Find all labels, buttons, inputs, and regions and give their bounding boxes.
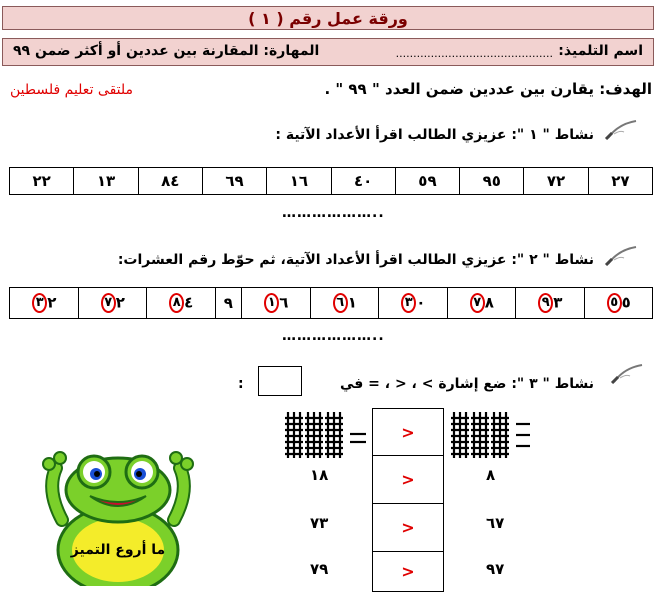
skill-text: المهارة: المقارنة بين عددين أو أكثر ضمن ٩٩ — [13, 43, 320, 59]
number-cell[interactable] — [242, 288, 310, 319]
activity1-dots: ……………….. — [282, 205, 385, 221]
compare-right-number: ٩٧ — [486, 560, 505, 578]
tens-digit-circled: ٣ — [401, 293, 416, 313]
compare-right-number: ٨ — [486, 466, 496, 484]
pen-icon — [604, 118, 640, 140]
activity1-number-table — [9, 167, 653, 195]
pen-icon — [604, 244, 640, 266]
ones-digit: ٢ — [47, 293, 57, 312]
compare-left-number: ٧٩ — [310, 560, 329, 578]
activity2-number-table — [9, 287, 653, 319]
ones-digit: ٠ — [416, 293, 426, 312]
tally-bundles-icon — [284, 410, 370, 460]
pen-icon — [610, 362, 646, 384]
activity1-title: نشاط " ١ ": عزيزي الطالب اقرأ الأعداد الآتية : — [275, 127, 594, 143]
ones-digit: ٨ — [484, 293, 494, 312]
tens-digit-circled: ٩ — [538, 293, 553, 313]
answer-box[interactable] — [258, 366, 302, 396]
ones-digit: ٢ — [115, 293, 125, 312]
ones-digit: ١ — [347, 293, 357, 312]
number-cell[interactable] — [447, 288, 515, 319]
number-cell[interactable] — [215, 288, 242, 319]
tens-digit-circled: ٧ — [101, 293, 116, 313]
activity2-dots: ……………….. — [282, 328, 385, 344]
compare-left-number: ١٨ — [310, 466, 329, 484]
ones-digit: ٦ — [279, 293, 289, 312]
number-cell[interactable] — [584, 288, 652, 319]
number-cell: ٢٢ — [10, 168, 74, 195]
comparison-sign-box[interactable]: > — [372, 552, 444, 592]
number-cell: ٥٩ — [395, 168, 459, 195]
goal-text: الهدف: يقارن بين عددين ضمن العدد " ٩٩ " . — [324, 80, 652, 98]
number-cell: ٩٥ — [460, 168, 524, 195]
activity2-title: نشاط " ٢ ": عزيزي الطالب اقرأ الأعداد الآتية، ثم حوّط رقم العشرات: — [117, 252, 594, 268]
ones-digit: ٣ — [553, 293, 563, 312]
frog-illustration — [38, 450, 198, 586]
number-cell[interactable] — [78, 288, 146, 319]
source-text: ملتقى تعليم فلسطين — [10, 82, 134, 98]
number-cell[interactable] — [379, 288, 447, 319]
info-bar — [2, 38, 654, 66]
tens-digit-circled: ٧ — [470, 293, 485, 313]
number-cell: ١٣ — [74, 168, 138, 195]
activity3-title: نشاط " ٣ ": ضع إشارة > ، < ، = في — [339, 376, 594, 392]
student-name-label: اسم التلميذ: — [558, 43, 643, 59]
comparison-sign-box[interactable]: > — [372, 408, 444, 456]
tens-digit-circled: ١ — [264, 293, 279, 313]
number-cell[interactable] — [10, 288, 79, 319]
number-cell[interactable] — [147, 288, 215, 319]
comparison-sign-box[interactable]: > — [372, 504, 444, 552]
number-cell: ٧٢ — [524, 168, 588, 195]
ones-digit: ٤ — [184, 293, 194, 312]
student-name-field[interactable]: ............................................. — [395, 47, 553, 60]
number-cell: ٤٠ — [331, 168, 395, 195]
ones-digit: ٩ — [223, 294, 233, 312]
ones-digit: ٥ — [621, 293, 631, 312]
number-cell: ١٦ — [267, 168, 331, 195]
frog-caption: ما أروع التميز — [70, 542, 166, 558]
tens-digit-circled: ٣ — [32, 293, 47, 313]
tens-digit-circled: ٥ — [607, 293, 622, 313]
comparison-column — [372, 408, 444, 592]
activity3-colon: : — [238, 376, 244, 392]
comparison-sign-box[interactable]: > — [372, 456, 444, 504]
tens-digit-circled: ٨ — [169, 293, 184, 313]
number-cell[interactable] — [310, 288, 378, 319]
compare-right-number: ٦٧ — [486, 514, 505, 532]
number-cell[interactable] — [516, 288, 584, 319]
tally-bundles-icon — [450, 410, 532, 460]
number-cell: ٦٩ — [202, 168, 266, 195]
number-cell: ٨٤ — [138, 168, 202, 195]
tens-digit-circled: ٦ — [333, 293, 348, 313]
number-cell: ٢٧ — [588, 168, 652, 195]
compare-left-number: ٧٣ — [310, 514, 329, 532]
worksheet-title: ورقة عمل رقم ( ١ ) — [2, 6, 654, 30]
